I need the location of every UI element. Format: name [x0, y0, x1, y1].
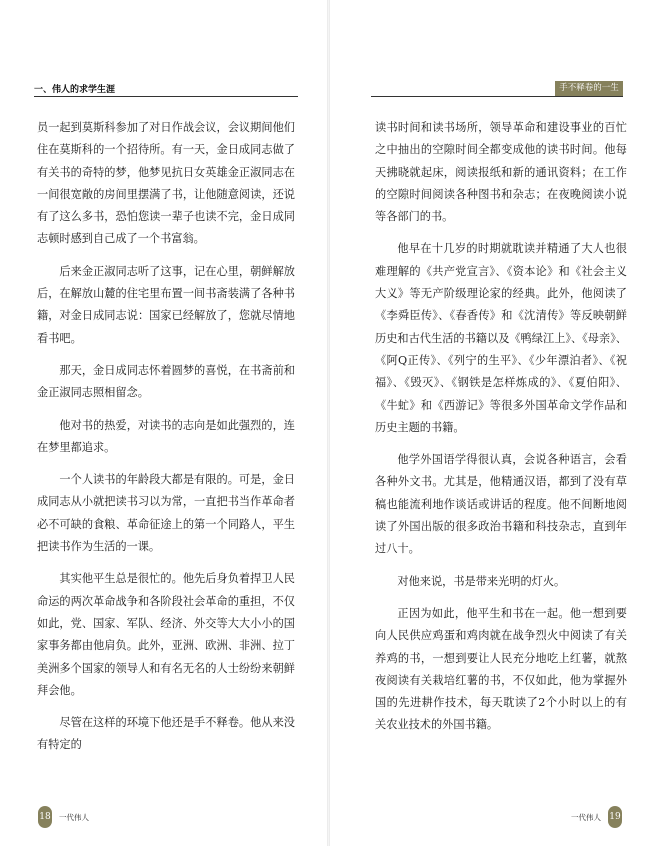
page-number: 19 [608, 806, 622, 828]
page-number: 18 [38, 806, 52, 828]
body-text [375, 117, 627, 747]
running-header [34, 84, 298, 97]
paragraph: 他对书的热爱，对读书的志向是如此强烈的，连在梦里都追求。 [37, 418, 295, 454]
paragraph: 一个人读书的年龄段大都是有限的。可是，金日成同志从小就把读书习以为常，一直把书当作革命者必不可缺的食粮、革命征途上的第一个同路人，平生把读书作为生活的一课。 [37, 473, 295, 554]
paragraph: 正因为如此，他平生和书在一起。他一想到要向人民供应鸡蛋和鸡肉就在战争烈火中阅读了有关养鸡的书，一想到要让人民充分地吃上红薯，就熬夜阅读有关栽培红薯的书，不仅如此，他为掌握外国的先进耕作技术，每天耽读了2个小时以上的有关农业技术的外国书籍。 [375, 606, 627, 732]
paragraph: 他早在十几岁的时期就耽读并精通了大人也很难理解的《共产党宣言》、《资本论》和《社会主义大义》等无产阶级理论家的经典。此外，他阅读了《李舜臣传》、《春香传》和《沈清传》等反映朝鲜历史和古代生活的书籍以及《鸭绿江上》、《母亲》、《阿Q正传》、《列宁的生平》、《少年漂泊者》、《祝福》、《毁灭》、《钢铁是怎样炼成的》、《夏伯阳》、《牛虻》和《西游记》等很多外国革命文学作品和历史主题的书籍。 [375, 242, 627, 434]
paragraph: 他学外国语学得很认真，会说各种语言，会看各种外文书。尤其是，他精通汉语，都到了没有草稿也能流利地作谈话或讲话的程度。他不间断地阅读了外国出版的很多政治书籍和科技杂志，直到年过八十。 [375, 453, 627, 556]
book-gutter [327, 0, 330, 846]
body-text [37, 117, 295, 767]
section-tag: 手不释卷的一生 [555, 81, 623, 96]
paragraph: 后来金正淑同志听了这事，记在心里，朝鲜解放后，在解放山麓的住宅里布置一间书斋装满了各种书籍，对金日成同志说：国家已经解放了，您就尽情地看书吧。 [37, 264, 295, 345]
book-title-footer: 一代伟人 [59, 813, 89, 822]
running-header [371, 83, 623, 97]
paragraph: 尽管在这样的环境下他还是手不释卷。他从来没有特定的 [37, 716, 295, 752]
paragraph: 其实他平生总是很忙的。他先后身负着捍卫人民命运的两次革命战争和各阶段社会革命的重担，不仅如此，党、国家、军队、经济、外交等大大小小的国家事务都由他肩负。此外，亚洲、欧洲、非洲、拉丁美洲多个国家的领导人和有名无名的人士纷纷来朝鲜拜会他。 [37, 572, 295, 697]
right-page [331, 0, 658, 846]
page-footer [562, 806, 622, 828]
left-page [0, 0, 327, 846]
book-title-footer: 一代伟人 [571, 813, 601, 822]
chapter-title: 一、伟人的求学生涯 [34, 85, 116, 95]
paragraph: 对他来说，书是带来光明的灯火。 [397, 574, 566, 588]
paragraph: 那天，金日成同志怀着圆梦的喜悦，在书斋前和金正淑同志照相留念。 [37, 363, 295, 400]
paragraph: 读书时间和读书场所，领导革命和建设事业的百忙之中抽出的空隙时间全都变成他的读书时间。他每天拂晓就起床，阅读报纸和新的通讯资料；在工作的空隙时间阅读各种图书和杂志；在夜晚阅读小说等各部门的书。 [375, 121, 627, 224]
paragraph: 员一起到莫斯科参加了对日作战会议，会议期间他们住在莫斯科的一个招待所。有一天，金日成同志做了有关书的奇特的梦，他梦见抗日女英雄金正淑同志在一间很宽敞的房间里摆满了书，让他随意阅读，还说有了这么多书，恐怕您读一辈子也读不完，金日成同志顿时感到自己成了一个书富翁。 [37, 121, 295, 246]
